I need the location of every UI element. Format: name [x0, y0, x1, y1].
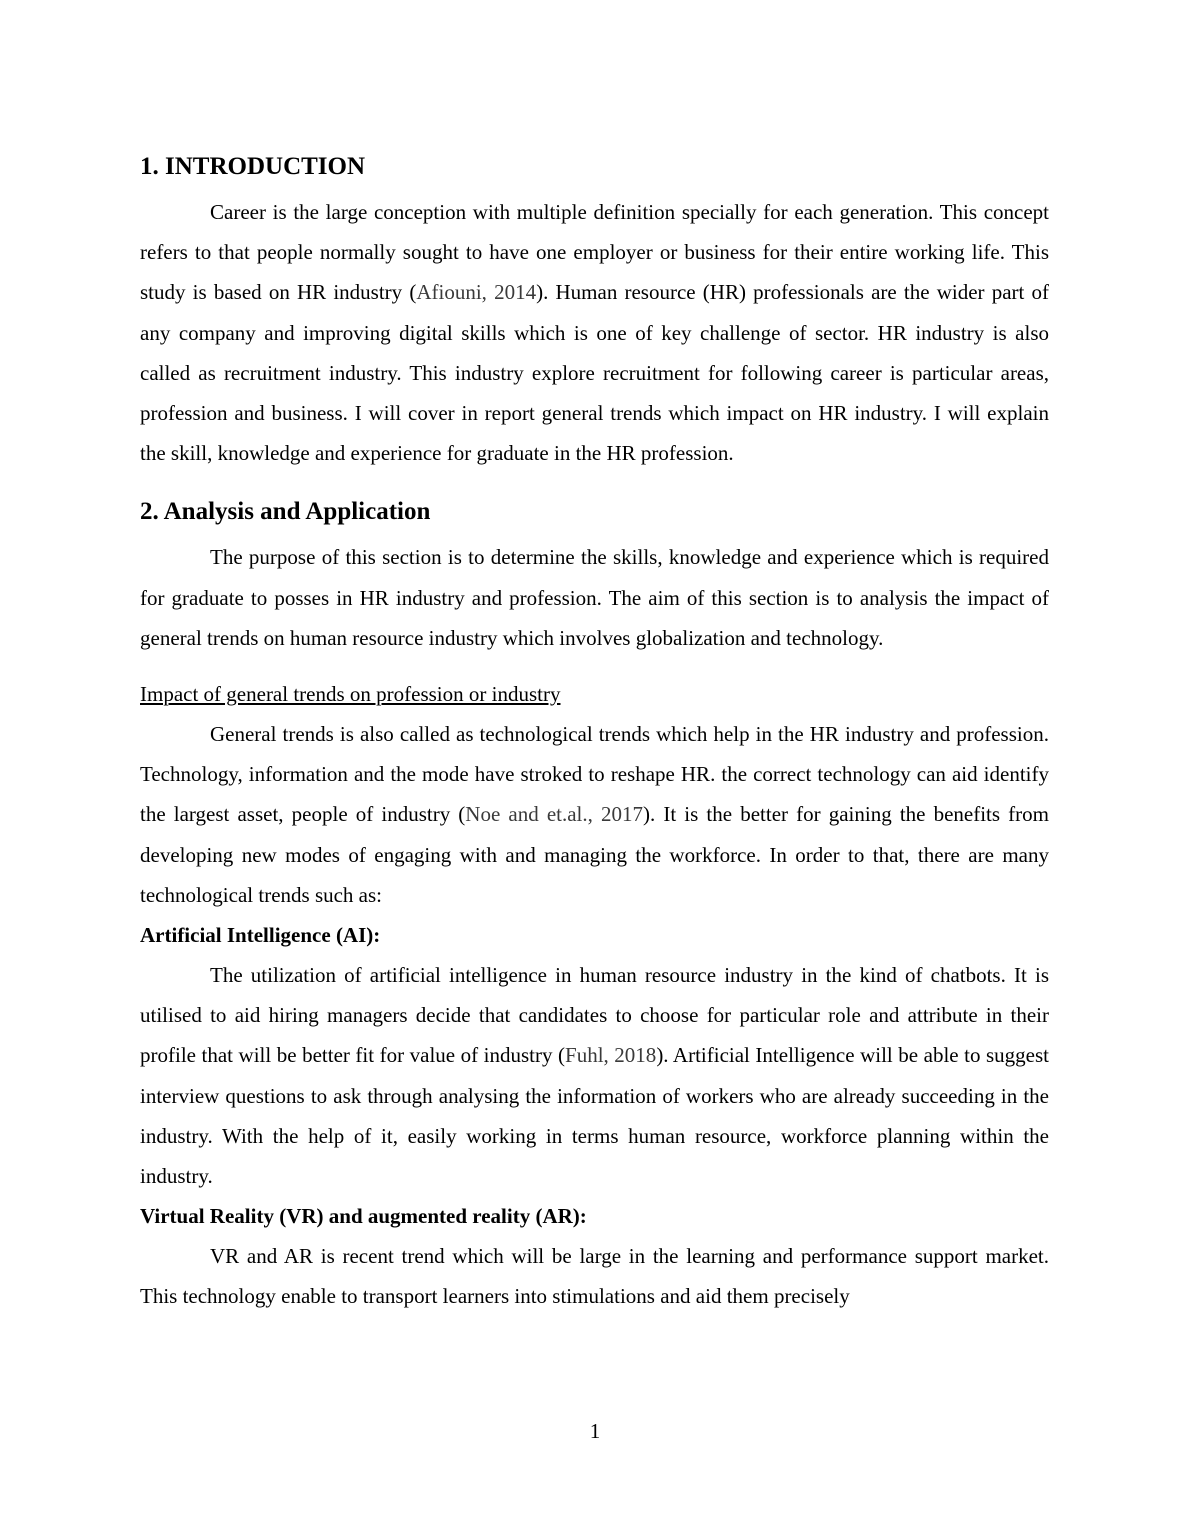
page-number: 1	[589, 1419, 601, 1443]
trends-text-a: General trends is also called as technological trends which help in the HR industry and profession. Technology, information and the mode have stroked to reshape HR. the correct technology can aid identify the largest asset, people of industry (	[140, 722, 1049, 827]
introduction-text-b: ). Human resource (HR) professionals are the wider part of any company and improving digital skills which is one of key challenge of sector. HR industry is also called as recruitment industry. This industry explore recruitment for following career is particular areas, profession and business. I will cover in report general trends which impact on HR industry. I will explain the skill, knowledge and experience for graduate in the HR profession.	[140, 280, 1050, 466]
trends-paragraph	[140, 714, 1049, 915]
vr-subheading: Virtual Reality (VR) and augmented reality (AR):	[140, 1204, 587, 1229]
ai-paragraph	[140, 955, 1049, 1196]
introduction-text-a: Career is the large conception with multiple definition specially for each generation. This concept refers to that people normally sought to have one employer or business for their entire working life. This study is based on HR industry (	[140, 200, 1049, 305]
ai-text-b: ). Artificial Intelligence will be able to suggest interview questions to ask through analysing the information of workers who are already succeeding in the industry. With the help of it, easily working in terms human resource, workforce planning within the industry.	[140, 1043, 1049, 1189]
vr-paragraph: VR and AR is recent trend which will be large in the learning and performance support market. This technology enable to transport learners into stimulations and aid them precisely	[140, 1244, 1049, 1309]
analysis-paragraph: The purpose of this section is to determine the skills, knowledge and experience which is required for graduate to posses in HR industry and profession. The aim of this section is to analysis the impact of general trends on human resource industry which involves globalization and technology.	[140, 545, 1049, 650]
trends-text-b: ). It is the better for gaining the benefits from developing new modes of engaging with and managing the workforce. In order to that, there are many technological trends such as:	[140, 802, 1049, 907]
ai-text-a: The utilization of artificial intelligence in human resource industry in the kind of chatbots. It is utilised to aid hiring managers decide that candidates to choose for particular role and attribute in their profile that will be better fit for value of industry (	[140, 963, 1049, 1068]
citation-fuhl: Fuhl, 2018	[565, 1043, 657, 1068]
ai-subheading: Artificial Intelligence (AI):	[140, 923, 381, 948]
analysis-heading: 2. Analysis and Application	[140, 498, 431, 526]
document-page	[140, 148, 1049, 1317]
introduction-paragraph	[140, 192, 1049, 473]
citation-noe: Noe and et.al., 2017	[465, 802, 644, 827]
introduction-heading: 1. INTRODUCTION	[140, 153, 366, 180]
citation-afiouni: Afiouni, 2014	[416, 280, 537, 305]
trends-subheading: Impact of general trends on profession or industry	[140, 682, 561, 707]
